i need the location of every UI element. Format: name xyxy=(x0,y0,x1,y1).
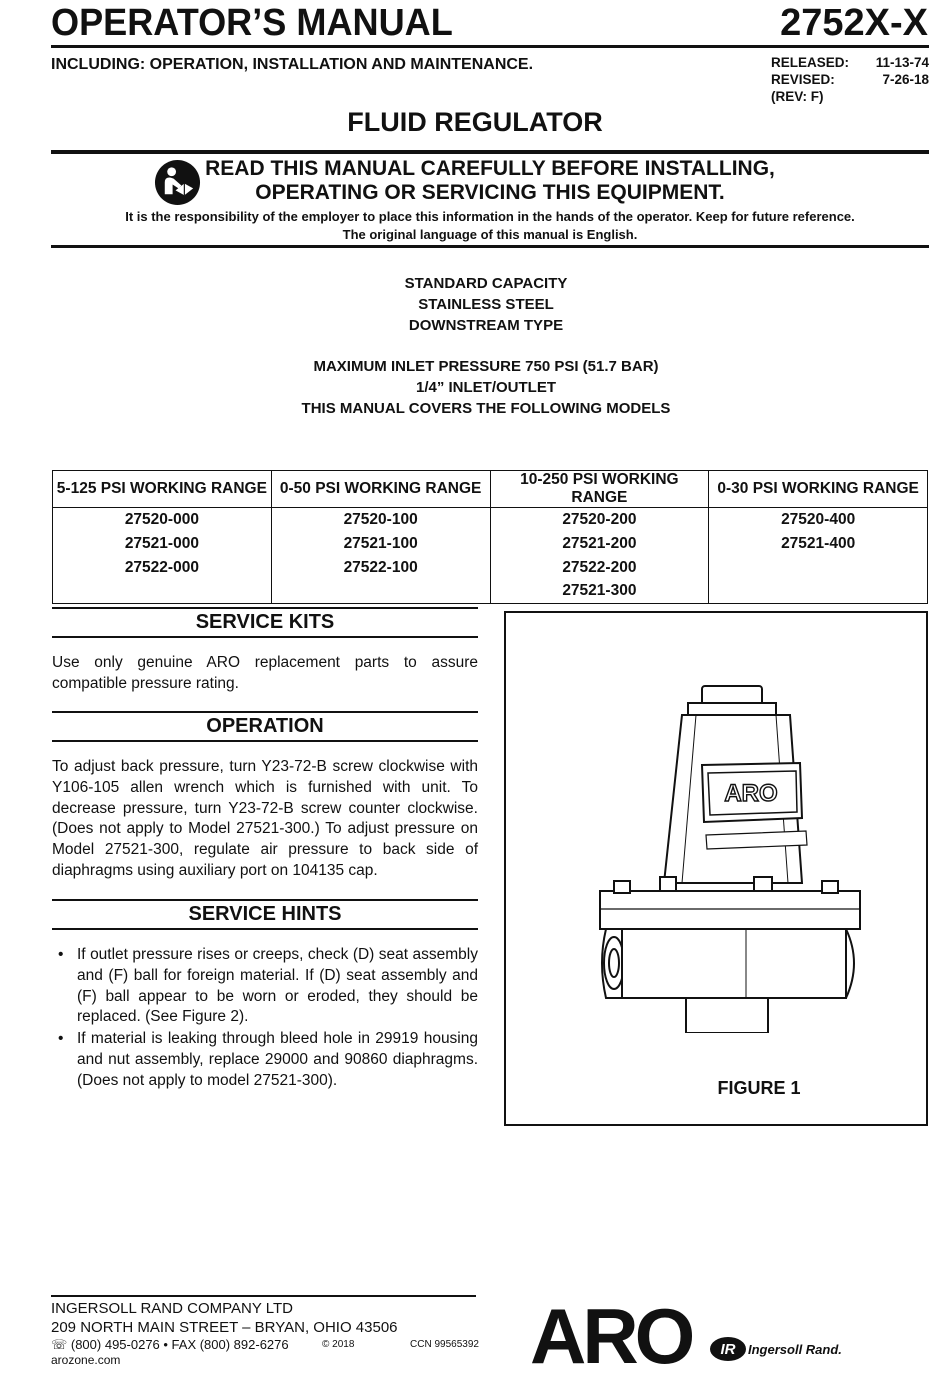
column-header: 5-125 PSI WORKING RANGE xyxy=(53,471,272,508)
table-row xyxy=(53,508,928,532)
column-header: 10-250 PSI WORKING RANGE xyxy=(490,471,709,508)
footer-website: arozone.com xyxy=(51,1353,121,1367)
revised-label: REVISED: xyxy=(771,72,835,87)
spec-pressure: MAXIMUM INLET PRESSURE 750 PSI (51.7 BAR) xyxy=(313,358,659,375)
document-title: FLUID REGULATOR xyxy=(347,107,603,137)
footer-company: INGERSOLL RAND COMPANY LTD xyxy=(51,1300,293,1317)
table-cell: 27520-100 xyxy=(271,508,490,532)
table-cell: 27521-100 xyxy=(271,532,490,556)
spec-capacity: STANDARD CAPACITY xyxy=(404,275,568,292)
table-cell xyxy=(271,580,490,604)
service-hints-list xyxy=(52,945,478,1093)
table-cell: 27521-400 xyxy=(709,532,928,556)
page-title: OPERATOR’S MANUAL xyxy=(51,2,453,44)
header-divider xyxy=(51,45,929,48)
table-cell: 27521-200 xyxy=(490,532,709,556)
subtitle: INCLUDING: OPERATION, INSTALLATION AND MAINTENANCE. xyxy=(51,56,534,73)
models-table xyxy=(52,470,928,604)
table-cell: 27520-000 xyxy=(53,508,272,532)
table-cell: 27522-200 xyxy=(490,556,709,580)
spec-material: STAINLESS STEEL xyxy=(418,296,554,313)
regulator-illustration xyxy=(506,613,926,1033)
spec-block-2 xyxy=(0,356,950,419)
warning-divider xyxy=(51,245,929,248)
release-info xyxy=(771,54,929,105)
spec-block-1 xyxy=(0,273,950,336)
service-kits-heading: SERVICE KITS xyxy=(52,607,478,638)
column-header: 0-30 PSI WORKING RANGE xyxy=(709,471,928,508)
footer-divider xyxy=(51,1295,476,1297)
warning-line-1: READ THIS MANUAL CAREFULLY BEFORE INSTALLING, xyxy=(205,157,775,180)
table-cell xyxy=(53,580,272,604)
table-row xyxy=(53,532,928,556)
warning-line-2: OPERATING OR SERVICING THIS EQUIPMENT. xyxy=(255,181,725,204)
footer-address: 209 NORTH MAIN STREET – BRYAN, OHIO 43506 xyxy=(51,1319,398,1336)
operation-heading: OPERATION xyxy=(52,711,478,742)
footer-ccn: CCN 99565392 xyxy=(410,1339,479,1350)
figure-caption: FIGURE 1 xyxy=(717,1078,801,1098)
table-cell: 27520-200 xyxy=(490,508,709,532)
language-note: The original language of this manual is English. xyxy=(342,227,638,242)
revised-date: 7-26-18 xyxy=(882,72,929,87)
responsibility-note: It is the responsibility of the employer to place this information in the hands of the operator. Keep for future reference. xyxy=(125,209,855,224)
operation-text: To adjust back pressure, turn Y23-72-B screw clockwise with Y106-105 allen wrench which is furnished with unit. To decrease pressure, turn Y23-72-B screw counter clockwise. (Does not apply to Model 27521-300.) To adjust pressure on Model 27521-300, regulate air pressure to back side of diaphragms using auxiliary port on 104135 cap. xyxy=(52,758,478,879)
table-row xyxy=(53,580,928,604)
list-item: • If material is leaking through bleed hole in 29919 housing and nut assembly, replace 29000 and 90860 diaphragms. (Does not apply to model 27521-300). xyxy=(52,1029,478,1091)
nameplate-text: ARO xyxy=(724,780,778,807)
table-cell: 27520-400 xyxy=(709,508,928,532)
table-cell: 27521-000 xyxy=(53,532,272,556)
released-label: RELEASED: xyxy=(771,55,850,70)
spec-ports: 1/4” INLET/OUTLET xyxy=(415,379,556,396)
table-cell xyxy=(709,580,928,604)
model-number: 2752X-X xyxy=(780,2,928,44)
table-cell: 27521-300 xyxy=(490,580,709,604)
footer-phone: ☏ (800) 495-0276 • FAX (800) 892-6276 xyxy=(51,1337,289,1352)
ir-icon: IR xyxy=(710,1337,746,1361)
table-cell xyxy=(709,556,928,580)
table-cell: 27522-100 xyxy=(271,556,490,580)
list-item: • If outlet pressure rises or creeps, check (D) seat assembly and (F) ball for foreign material. If (D) seat assembly and (F) ball appear to be worn or eroded, they should be replaced. (See Figure 2). xyxy=(52,945,478,1028)
phone-icon: ☏ xyxy=(51,1337,71,1352)
revision: (REV: F) xyxy=(771,89,824,104)
ingersoll-rand-logo xyxy=(710,1337,842,1361)
spec-type: DOWNSTREAM TYPE xyxy=(408,317,564,334)
figure-frame xyxy=(504,611,928,1126)
table-cell: 27522-000 xyxy=(53,556,272,580)
service-hints-heading: SERVICE HINTS xyxy=(52,899,478,930)
ingersoll-rand-text: Ingersoll Rand. xyxy=(748,1341,842,1357)
footer-copyright: © 2018 xyxy=(322,1339,355,1350)
title-divider xyxy=(51,150,929,154)
table-row xyxy=(53,556,928,580)
aro-logo: ARO xyxy=(530,1292,692,1378)
column-header: 0-50 PSI WORKING RANGE xyxy=(271,471,490,508)
table-header-row xyxy=(53,471,928,508)
service-kits-text: Use only genuine ARO replacement parts to assure compatible pressure rating. xyxy=(52,654,478,692)
released-date: 11-13-74 xyxy=(875,55,929,70)
spec-coverage: THIS MANUAL COVERS THE FOLLOWING MODELS xyxy=(301,400,671,417)
